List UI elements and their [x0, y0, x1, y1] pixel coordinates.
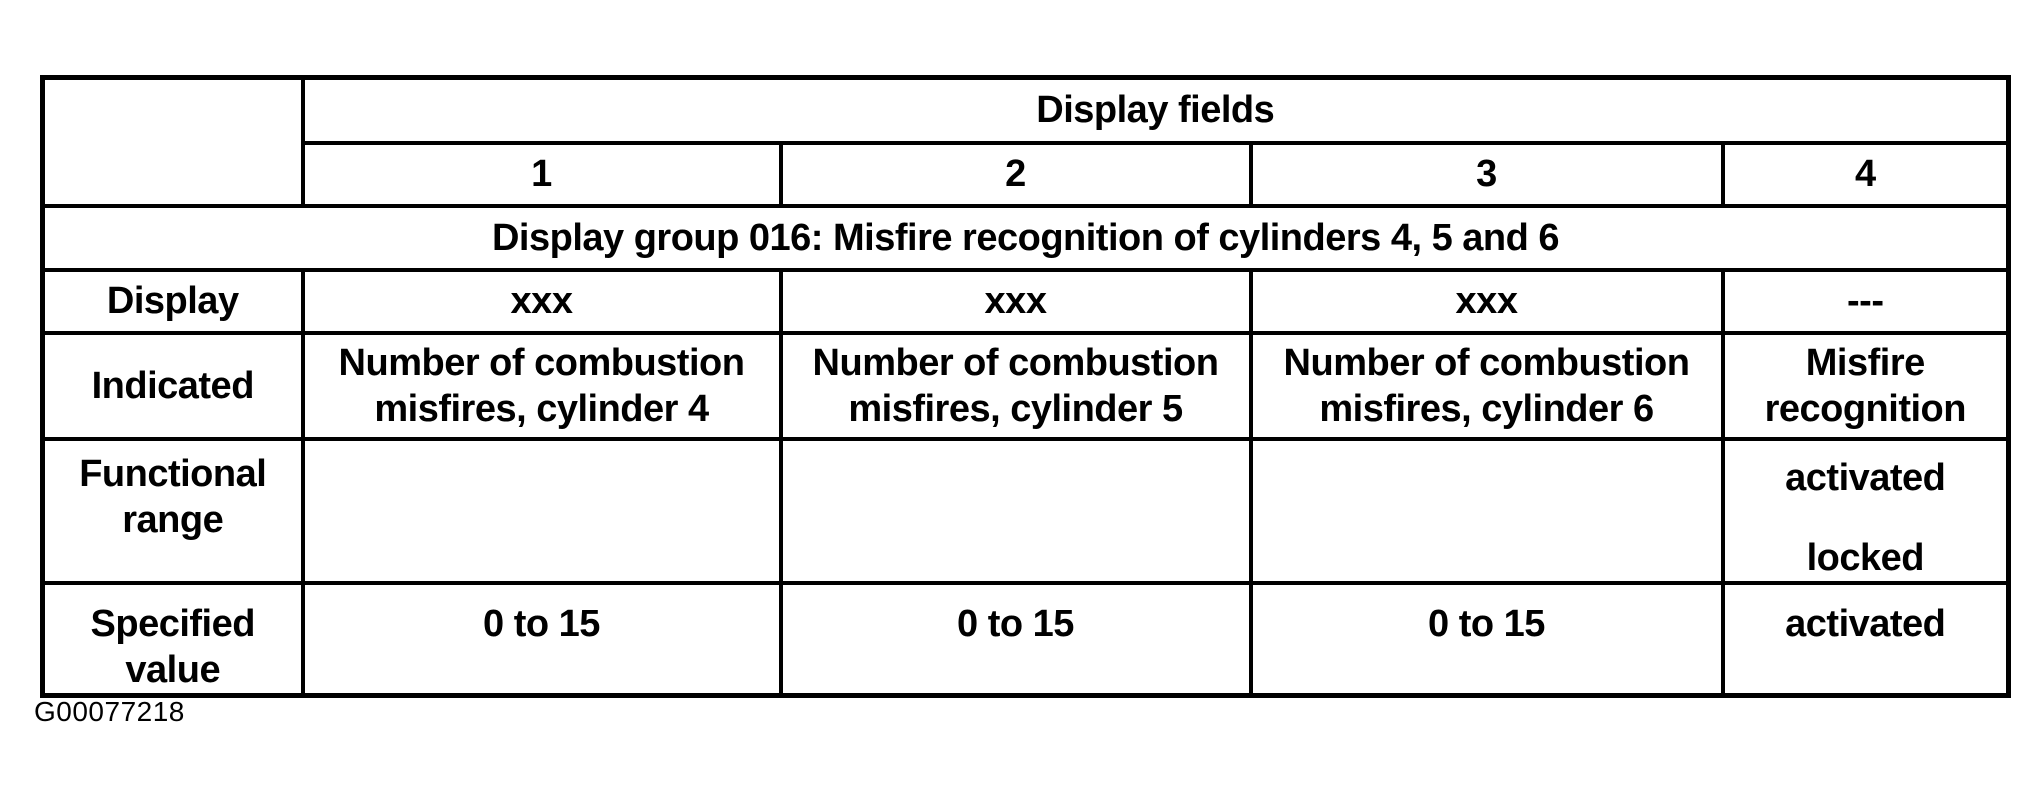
group-title: Display group 016: Misfire recognition of cylinders 4, 5 and 6: [43, 206, 2009, 270]
functional-range-cell-3: [1251, 439, 1723, 583]
specified-value-cell-1: 0 to 15: [303, 583, 781, 696]
functional-range-cell-2: [781, 439, 1251, 583]
row-label-display: Display: [43, 270, 303, 333]
indicated-value-cell-4: Misfire recognition: [1723, 333, 2009, 439]
indicated-value-cell-1: Number of combustion misfires, cylinder 4: [303, 333, 781, 439]
display-value-cell-1: xxx: [303, 270, 781, 333]
indicated-value-cell-2: Number of combustion misfires, cylinder 5: [781, 333, 1251, 439]
functional-range-cell-4: [1723, 439, 2009, 583]
indicated-value-cell-3: Number of combustion misfires, cylinder 6: [1251, 333, 1723, 439]
specified-value-cell-3: 0 to 15: [1251, 583, 1723, 696]
header-row-field-numbers: [43, 143, 2009, 206]
group-title-row: [43, 206, 2009, 270]
indicated-row: [43, 333, 2009, 439]
table-corner-cell: [43, 78, 303, 206]
functional-state-activated: activated: [1785, 456, 1946, 499]
display-row: [43, 270, 2009, 333]
field-number-2: 2: [781, 143, 1251, 206]
display-value-cell-2: xxx: [781, 270, 1251, 333]
figure-id: G00077218: [34, 696, 185, 727]
row-label-indicated: Indicated: [43, 333, 303, 439]
row-label-specified-value: Specified value: [43, 583, 303, 696]
header-row-display-fields: [43, 78, 2009, 143]
field-number-3: 3: [1251, 143, 1723, 206]
display-group-table: [40, 75, 2011, 698]
row-label-functional-range: Functional range: [43, 439, 303, 583]
specified-value-row: [43, 583, 2009, 696]
display-fields-header: Display fields: [303, 78, 2009, 143]
display-value-cell-4: ---: [1723, 270, 2009, 333]
display-value-cell-3: xxx: [1251, 270, 1723, 333]
functional-range-row: [43, 439, 2009, 583]
field-number-1: 1: [303, 143, 781, 206]
field-number-4: 4: [1723, 143, 2009, 206]
specified-value-cell-4: activated: [1723, 583, 2009, 696]
functional-range-cell-1: [303, 439, 781, 583]
specified-value-cell-2: 0 to 15: [781, 583, 1251, 696]
functional-state-locked: locked: [1806, 536, 1924, 579]
